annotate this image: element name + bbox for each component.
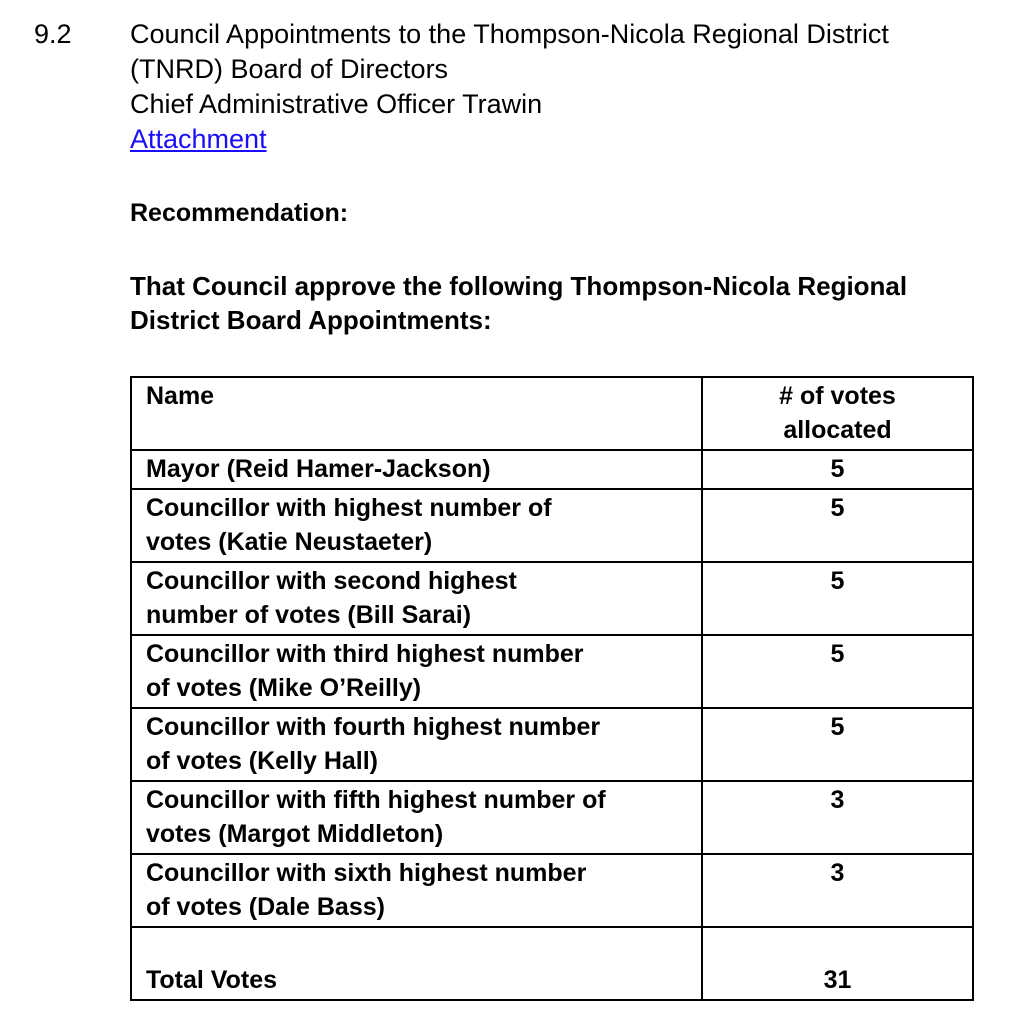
row-name-line-1: Councillor with third highest number <box>146 640 584 668</box>
recommendation-text-line-1: That Council approve the following Thompson-Nicola Regional <box>130 271 908 301</box>
table-header-row <box>131 377 973 450</box>
recommendation-text-line-2: District Board Appointments: <box>130 305 492 335</box>
row-name-line-2: votes (Margot Middleton) <box>146 820 444 848</box>
row-name <box>131 708 702 781</box>
total-row <box>131 927 973 1000</box>
item-title-line-2: (TNRD) Board of Directors <box>130 54 449 84</box>
row-name <box>131 562 702 635</box>
row-name-line-1: Councillor with fourth highest number <box>146 713 601 741</box>
header-votes-line-2: allocated <box>783 416 892 444</box>
row-votes: 3 <box>702 781 973 854</box>
row-votes: 5 <box>702 450 973 489</box>
row-name <box>131 450 702 489</box>
row-name <box>131 854 702 927</box>
appointments-table <box>130 376 974 1001</box>
row-name-line-2: number of votes (Bill Sarai) <box>146 601 472 629</box>
row-votes: 3 <box>702 854 973 927</box>
header-name <box>131 377 702 450</box>
row-name-line-2: of votes (Mike O’Reilly) <box>146 674 422 702</box>
row-votes: 5 <box>702 708 973 781</box>
attachment-link[interactable]: Attachment <box>130 124 267 154</box>
row-name-line-1: Councillor with sixth highest number <box>146 859 587 887</box>
total-label: Total Votes <box>131 927 702 1000</box>
total-value: 31 <box>702 927 973 1000</box>
recommendation-text <box>130 269 907 337</box>
row-votes: 5 <box>702 562 973 635</box>
table-row <box>131 562 973 635</box>
row-name-line-2: votes (Katie Neustaeter) <box>146 528 433 556</box>
item-number: 9.2 <box>34 19 72 49</box>
recommendation-label: Recommendation: <box>130 199 349 227</box>
header-votes-line-1: # of votes <box>779 382 896 410</box>
row-name-line-2: of votes (Dale Bass) <box>146 893 385 921</box>
header-votes <box>702 377 973 450</box>
header-name-text: Name <box>146 382 215 410</box>
row-name-line-2: of votes (Kelly Hall) <box>146 747 378 775</box>
table-row <box>131 708 973 781</box>
row-name <box>131 635 702 708</box>
agenda-item-header <box>130 17 889 157</box>
item-title-line-1: Council Appointments to the Thompson-Nicola Regional District <box>130 19 889 49</box>
table-row <box>131 635 973 708</box>
table-row <box>131 781 973 854</box>
item-presenter: Chief Administrative Officer Trawin <box>130 89 543 119</box>
row-name <box>131 489 702 562</box>
table-row <box>131 489 973 562</box>
row-name-line-1: Mayor (Reid Hamer-Jackson) <box>146 455 491 483</box>
row-name-line-1: Councillor with fifth highest number of <box>146 786 606 814</box>
row-name-line-1: Councillor with highest number of <box>146 494 552 522</box>
row-name-line-1: Councillor with second highest <box>146 567 517 595</box>
row-name <box>131 781 702 854</box>
row-votes: 5 <box>702 489 973 562</box>
table-row <box>131 854 973 927</box>
table-row <box>131 450 973 489</box>
row-votes: 5 <box>702 635 973 708</box>
